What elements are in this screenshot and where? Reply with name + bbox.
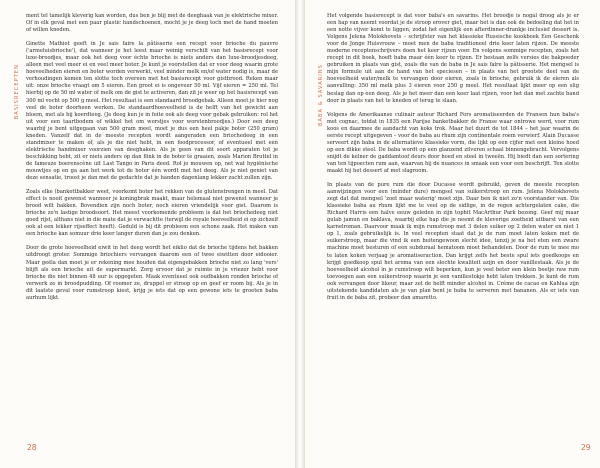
page-number: 29 xyxy=(581,443,591,452)
running-head: BABA & SAVARINS xyxy=(318,64,324,127)
paragraph-gap xyxy=(26,238,278,245)
paragraph: Volgens de Amerikaanse culinair auteur Richard Fors aromatiseerden de Fransen hun baba's met cognac, totdat in 1835 een Parijse banketbakker de Franse waar ontrowe werd, voor rum koos en daarmee de aandacht van koks trok. Maar het duurt de tot 1844 – het jaar waarin de eerste recept uitgegeven – voor de baba au rhum zijn continentale roem verwierf. Alain Ducasse serveert zijn baba in de alternatieve klassieke vorm, die lijkt op een cijfer met een kleine hoed op een dikke steel. De baba wordt op een glanzend zilveren schaal binnengebracht. Vervolgens snijdt de kelner de gaddamtoof deurs door hoed en steel in tweeën. Hij biedt dan een sortering van ten tijpoecten rum aan, waarvan hij de nuances in smaak een voor een beschrijft. Ten slotte maakt hij het dessert af met slagroom. xyxy=(327,111,579,174)
paragraph: ment tel tamelijk kleverig kan worden, dus ben je blij met de deeghaak van je elektrische mixer. Of in elk geval met een paar plastic handschoenen, mocht je je deeg toch met de hand moeten of willen kneden. xyxy=(26,13,278,34)
left-page xyxy=(0,0,296,468)
paragraph-gap xyxy=(327,105,579,112)
paragraph: Door de grote hoeveelheid eiwit in het deeg wordt het eiklio dat de brioche tijdens het bakken uitdroogt groter. Sommige briochiers vervangen daarom een of twee eiwitten door eidooier. Maar geëla dan moet je er rekening mee houden dat eigengebakken brioche niet zo lang 'vers' blijft als een brioche uit de supermarkt. Zorg ervoor dat je ruimte in je vriezer hebt voor brioche die niet binnen 48 uur is opgegeten. Maak eventueel ook oudbakken ronden brioche of verwerk ze in broodpudding. Of roomer ze, druppel er stroop op en geef er room bij. Als je in dit laatste geval voor rumstroop kiest, krijg je iets dat op een gewone iets te groeten baba aurhum lijkt. xyxy=(26,245,278,301)
paragraph: Het volgende basisrecept is dat voor baba's en savarins. Het broodje is nogal droog als je er een hap van neemt voordat je de stroop erover giet, maar het is dan ook de bedoeling dat het in een notte vijver komt te liggen, zodat het eigenlijk een afterdinner-drankje inclusief dessert is. Volgens Jelena Molokhovets – schrijfster van het klassieke Russische kookboek Een Geschenk voor de Jonge Huisvrouw – moet men de baba traditioneel drie keer laten rijzen. De meeste moderne receptenschrijvers doen het keer rijzen voor. En volgens sommige recepten, zoals het recept in dit boek, hoeft baba maar één keer te rijzen. Er bestaan zelfs versies die bakpoeder gebruiken in plaats van gist, zoals die van de baba in Je sais faire la pâtisserie. Het mengsel is mijn formule uit aan de hand van het speciesen – in plaats van het grootste deel van de hoeveelheid water/melk te vervangen door eieren, zoals in brioche, gebruik ik de eieren als aanvulling: 350 ml melk plus 3 eieren voor 250 g meel. Het resultaat lijkt meer op een slig beslag dan op een deeg. Als je het meer dan een keer laat rijzen, voor het dan met zachte band door in plaats van het te kneden of terug te slaan. xyxy=(327,13,579,104)
paragraph: In plaats van de pure rum die door Ducasse wordt gebruikt, geven de meeste recepten aanwijzingen voor een (minder dure) mengsel van suikerstroop en rum. Jelena Molokhovets zegt dat dat mengsel 'zoet maar waterig' moet zijn. Daar ben ik niet zo'n voorstander van. Die klassieke baba au rhum lijkt me te veel op de sidlige, in de regen achtergelaten cake, die Richard Harris een halve eeuw geleden in zijn tophit MacArthur Park bezong. Geef mij maar gulab jamun en baklava, waarbij elke hap die je neemt de kleverige zoetheid uitbarst van een karnelroman. Daarvoor maak ik mijn rumstroop met 3 delen suiker op 2 delen water en niet 1 op 1, zoals gebruikelijk is. In veel recepten staat dat je de rum moet laten koken met de suikerstroop, maar die vind ik een buitengewoon slecht idee, tenzij je na het eten een zware machine moet besturen of een subduraal hematoom moet behandelen. Door de rum te mee mo te laten koken verjaag je aromatiseraction. Dan krijgt zelfs het beste spul iets goedkoops en krijgt goedkoop spul het aroma van een slechte kwaliteit azijn en door vanillestaak. Als je de hoeveelheid alcohol in je rumstroop wilt beperken, kun je veel beter een klein beetje raw rum toevoegen aan een suikerstroop waarin je een vanillestokje hebt laten trekken. Je kunt de rum ook vervangen door likeur, maar zet de helft minder alcohol in. Crème de cacao en Kahlua zijn uitstekende kandidaten als je van plan bent je baba te serveren met bananen. Als er iets van fruit in de baba zit, probeer dan amaretto. xyxy=(327,182,579,301)
right-body-text xyxy=(327,13,579,302)
running-head: BASISRECEPTEN xyxy=(14,64,20,120)
paragraph-gap xyxy=(327,175,579,182)
left-body-text xyxy=(26,13,278,302)
page-number: 28 xyxy=(27,443,37,452)
paragraph: Ginette Mathiot geeft in Je sais faire la pâtisserie een recept voor brioche du pauvre ('armeluisbrioche'), dat wanneer je het leest maar weinig verschilt van het basisrecept voor luxe-broodjes, maar ook het deeg voor échte brioche is niets anders dan luxe-broodjesdeeg, alleen met veel meer ei en veel meer boter. Je kunt je voorstellen dat er voor deeg waarin grote hoeveelheden eieren en boter worden verwerkt, veel minder melk en/of water nodig is, maar de verhoudingen komen ten slotte toch overeen met het basisrecept voor gistbrood. Reken maar uit: onze brioche vraagt om 5 eieren. Een groot ei is ongeveer 50 ml. Vijf eieren = 250 ml. Tel hierbij op de 50 ml water of melk om de gist te activeren, dan zit je weer op het basisrecept van 300 ml vocht op 500 g meel. Het resultaat is een standaard broodgebak. Alleen moet je hier nog veel de boter doorheen werken. De standaardhoeveelheid is de helft van het gewicht aan bloem, met als bij koerdteeg. (Je deeg kun je in feite ook als deeg voor gebak gebruiken: rol het uit voor een taartbodem of wikkel het om worstjes voor worstenbroodjes.) Door een deeg waarbij je bent uitgegaan van 500 gram meel, moet je dus een heel pakje boter (250 gram) kneden. Vanzelf dat in de meeste recepten wordt aangeraden een briochedeeg in een standmixer te maken of, als je die niet hebt, in een foodprocessor, of eventueel met een elektrische handmixer voorzien van deeghaken. Als je geen van dit soort apparaten tot je beschikking hebt, zit er niets anders op dan flink in de boter te graaien, zoals Marion Bruttel in de fameuze boerenscène uit Last Tango in Paris deed. Rol je mouwen op, net wat hygiënische mouwtjes op en ga aan het werk tot de boter één wordt met het deeg. Als je niet geniet van deze sensatie, troost je dan met de gedachte dat je handen dagenlang lekker zacht zullen zijn. xyxy=(26,41,278,182)
paragraph: Zoals elke (bankettbakker weet, voorkomt boter het rekken van de glutenstrengen in meel. Dat effect is nooit gewenst wanneer je koningbrak maakt, maar helemaal niet gewenst wanneer je brood wilt bakken. Bovendien zijn noch boter, noch eieren vriendelijk voor gist. Daarom is brioche zo'n lastige broodsoort. Het meest voorkomende probleem is dat het briochedeeg niet goed rijst, althans niet in die mate dat je verwachtte (terwijl de royale hoeveelheid ei op zichzelf ook al een lekker rijseffect heeft). Geduld is bij dit probleem een schone zaak. Het maken van een brioche kan somuur drie keer langer duren dan je zou denken. xyxy=(26,189,279,238)
right-page xyxy=(304,0,600,468)
book-gutter xyxy=(296,0,304,468)
